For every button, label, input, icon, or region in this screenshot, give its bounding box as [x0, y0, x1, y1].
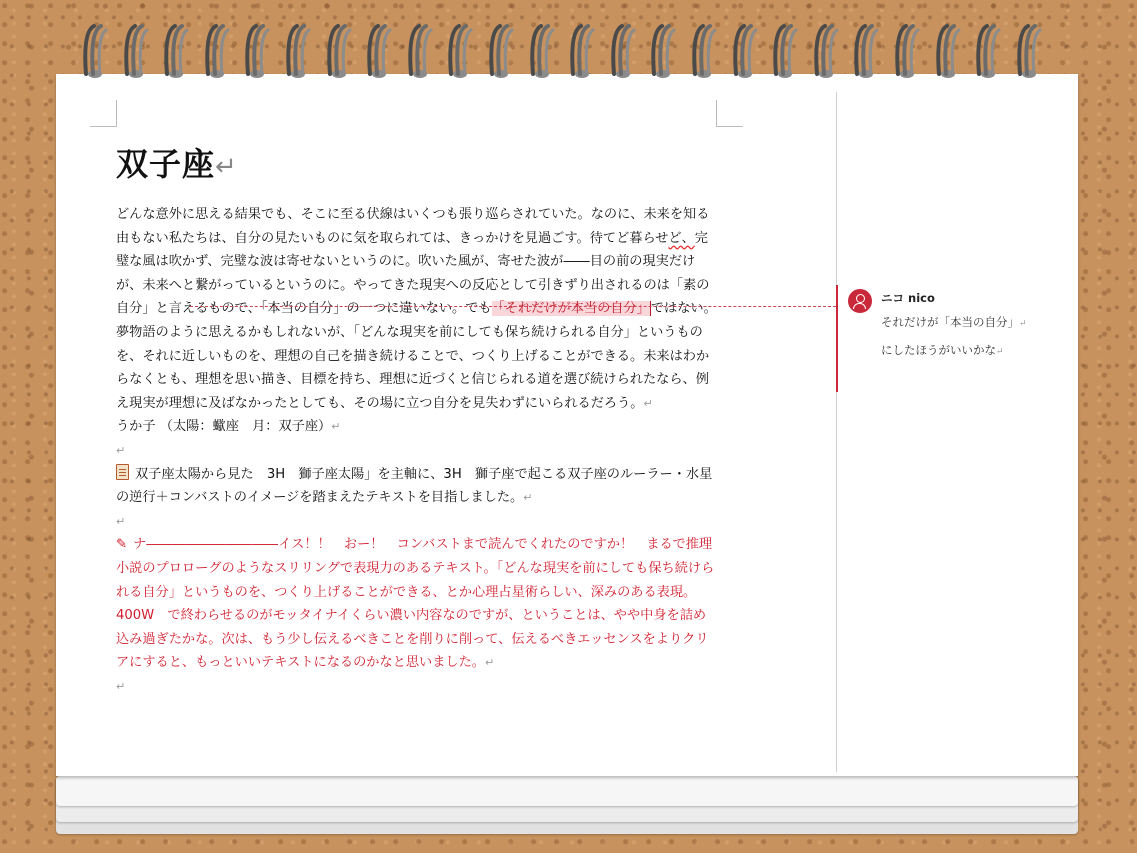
paragraph-mark: ↵	[215, 152, 238, 182]
binding-ring	[324, 18, 354, 88]
binding-ring	[851, 18, 881, 88]
binding-ring	[1014, 18, 1044, 88]
user-avatar-icon	[848, 289, 872, 313]
binding-ring	[161, 18, 191, 88]
binding-ring	[283, 18, 313, 88]
comment-accent-bar	[836, 285, 838, 392]
binding-ring	[486, 18, 516, 88]
binding-ring	[121, 18, 151, 88]
comment-text[interactable]: それだけが「本当の自分」↵ にしたほうがいいかな↵	[881, 315, 1027, 357]
paper-stack-top	[56, 776, 1078, 806]
binding-ring	[445, 18, 475, 88]
binding-ring	[648, 18, 678, 88]
binding-ring	[405, 18, 435, 88]
clipboard-icon	[116, 464, 129, 480]
feedback-paragraph[interactable]: ✎ ナ――――――――――イス！！ おー！ コンバストまで読んでくれたのですか！ まるで推理小説のプロローグのようなスリリングで表現力のあるテキスト。「どんな現実を前にしても保ち続けられる自分」というものを、つくり上げることができる、とか心理占星術らしい、深みのある表現。400W で終わらせるのがモッタイナイくらい濃い内容なのですが、ということは、やや中身を詰め込み過ぎたかな。次は、もう少し伝えるべきことを削りに削って、伝えるべきエッセンスをよりクリアにすると、もっといいテキストになるのかなと思いました。↵	[116, 533, 718, 675]
pen-icon: ✎	[116, 537, 128, 553]
crop-mark-right	[716, 100, 743, 127]
main-paragraph[interactable]: どんな意外に思える結果でも、そこに至る伏線はいくつも張り巡らされていた。なのに、未来を知る由もない私たちは、自分の見たいものに気を取られては、きっかけを見過ごす。待てど暮らせど、完璧な風は吹かず、完璧な波は寄せないというのに。吹いた風が、寄せた波が――目の前の現実だけが、未来へと繋がっているというのに。やってきた現実への反応として引きずり出されるのは「素の自分」と言えるもので、「本当の自分」の一つに違いない。でも「それだけが本当の自分」ではない。夢物語のように思えるかもしれないが、「どんな現実を前にしても保ち続けられる自分」というものを、それに近しいものを、理想の自己を描き続けることで、つくり上げることができる。未来はわからなくとも、理想を思い描き、目標を持ち、理想に近づくと信じられる道を選び続けられたなら、例え現実が理想に及ばなかったとしても、その場に立つ自分を見失わずにいられるだろう。↵	[116, 207, 717, 411]
binding-ring	[202, 18, 232, 88]
crop-mark-left	[90, 100, 117, 127]
binding-ring	[80, 18, 110, 88]
commented-text-highlight[interactable]: 「それだけが本当の自分」	[491, 301, 650, 317]
binding-ring	[973, 18, 1003, 88]
binding-ring	[730, 18, 760, 88]
comment-pane-divider	[836, 92, 837, 772]
document-title[interactable]: 双子座↵	[116, 145, 238, 183]
empty-paragraph[interactable]: ↵	[116, 679, 126, 693]
binding-ring	[242, 18, 272, 88]
binding-ring	[770, 18, 800, 88]
empty-paragraph[interactable]: ↵	[116, 443, 126, 457]
author-line[interactable]: うか子 （太陽：蠍座 月：双子座）↵	[116, 419, 341, 435]
binding-ring	[567, 18, 597, 88]
comment-author: ニコ nico	[881, 291, 935, 305]
binding-ring	[364, 18, 394, 88]
binding-ring	[608, 18, 638, 88]
spelling-squiggle[interactable]: ど、	[668, 230, 695, 246]
binding-ring	[689, 18, 719, 88]
binding-ring	[527, 18, 557, 88]
binding-ring	[892, 18, 922, 88]
binding-ring	[811, 18, 841, 88]
intro-note-paragraph[interactable]: 双子座太陽から見た 3H 獅子座太陽」を主軸に、3H 獅子座で起こる双子座のルーラー・水星の逆行＋コンバストのイメージを踏まえたテキストを目指しました。↵	[116, 463, 718, 510]
document-body[interactable]	[116, 142, 718, 698]
empty-paragraph[interactable]: ↵	[116, 514, 126, 528]
binding-ring	[933, 18, 963, 88]
comment-connector-line	[190, 306, 836, 307]
